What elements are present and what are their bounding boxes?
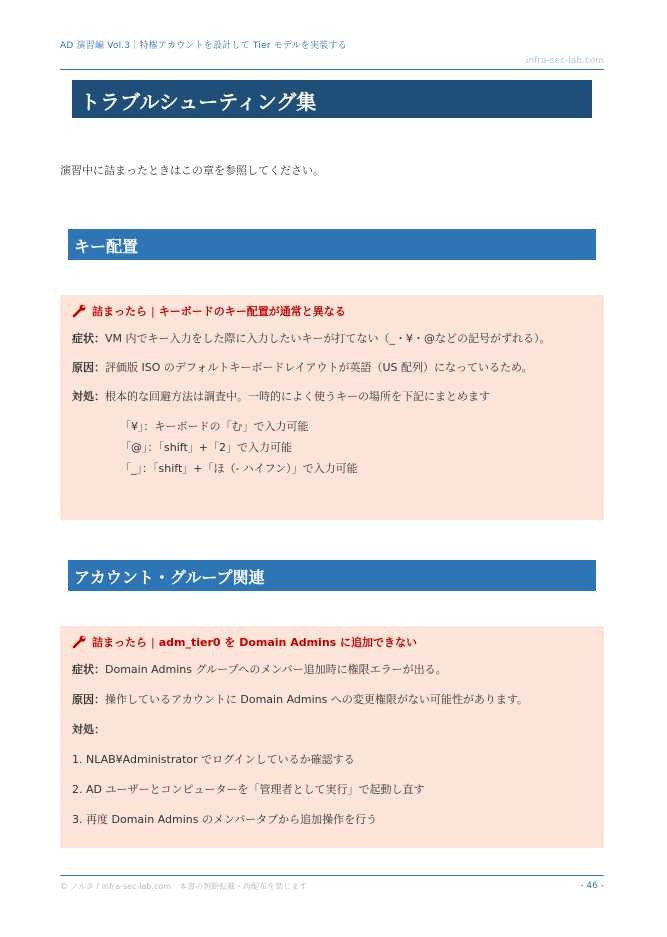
symptom-row — [72, 329, 592, 348]
fix-label: 対処： — [72, 723, 105, 736]
tip-box-key-layout — [60, 295, 604, 520]
tip-heading: キーボードのキー配置が通常と異なる — [158, 305, 346, 318]
header-title: AD 演習編 Vol.3｜特権アカウントを設計して Tier モデルを実装する — [60, 41, 347, 51]
fix-row — [72, 387, 592, 406]
section-heading-key-layout: キー配置 — [68, 229, 596, 260]
intro-text: 演習中に詰まったときはこの章を参照してください。 — [60, 164, 324, 177]
tip-title — [72, 634, 592, 650]
list-item: 「¥」：キーボードの「む」で入力可能 — [120, 420, 309, 433]
tip-heading: adm_tier0 を Domain Admins に追加できない — [158, 636, 418, 649]
symptom-row — [72, 660, 592, 679]
fix-row — [72, 720, 592, 739]
list-item: 3. 再度 Domain Admins のメンバータブから追加操作を行う — [72, 813, 378, 826]
key-list — [72, 416, 592, 479]
tip-prefix: 詰まったら — [92, 305, 147, 318]
symptom-label: 症状： — [72, 663, 105, 676]
tip-separator: | — [151, 635, 155, 649]
cause-label: 原因： — [72, 361, 105, 374]
section-heading-account-group: アカウント・グループ関連 — [68, 560, 596, 591]
page-number: - 46 - — [580, 881, 604, 891]
symptom-label: 症状： — [72, 332, 105, 345]
list-item: 「_」：「shift」+「ほ（- ハイフン）」で入力可能 — [120, 462, 358, 475]
symptom-text: VM 内でキー入力をした際に入力したいキーが打てない（_・¥・@などの記号がずれる）。 — [105, 332, 551, 345]
fix-label: 対処： — [72, 390, 105, 403]
tip-separator: | — [151, 304, 155, 318]
list-item: 1. NLAB¥Administrator でログインしているか確認する — [72, 753, 355, 766]
footer-copyright: © ノルタ / infra-sec-lab.com 本書の無断転載・再配布を禁じます — [60, 882, 308, 891]
list-item: 「@」：「shift」+「2」で入力可能 — [120, 441, 292, 454]
list-item: 2. AD ユーザーとコンピューターを「管理者として実行」で起動し直す — [72, 783, 425, 796]
cause-row — [72, 690, 592, 709]
footer-rule — [60, 875, 604, 876]
wrench-icon — [72, 304, 88, 318]
chapter-title: トラブルシューティング集 — [72, 80, 592, 118]
cause-text: 評価版 ISO のデフォルトキーボードレイアウトが英語（US 配列）になっているため。 — [105, 361, 533, 374]
cause-label: 原因： — [72, 693, 105, 706]
fix-text: 根本的な回避方法は調査中。一時的によく使うキーの場所を下記にまとめます — [105, 390, 490, 403]
tip-box-account-group — [60, 626, 604, 848]
header-site: infra-sec-lab.com — [525, 56, 604, 66]
cause-text: 操作しているアカウントに Domain Admins への変更権限がない可能性があります。 — [105, 693, 528, 706]
tip-title — [72, 303, 592, 319]
header-rule — [60, 69, 604, 70]
tip-prefix: 詰まったら — [92, 636, 147, 649]
wrench-icon — [72, 635, 88, 649]
symptom-text: Domain Admins グループへのメンバー追加時に権限エラーが出る。 — [105, 663, 447, 676]
cause-row — [72, 358, 592, 377]
